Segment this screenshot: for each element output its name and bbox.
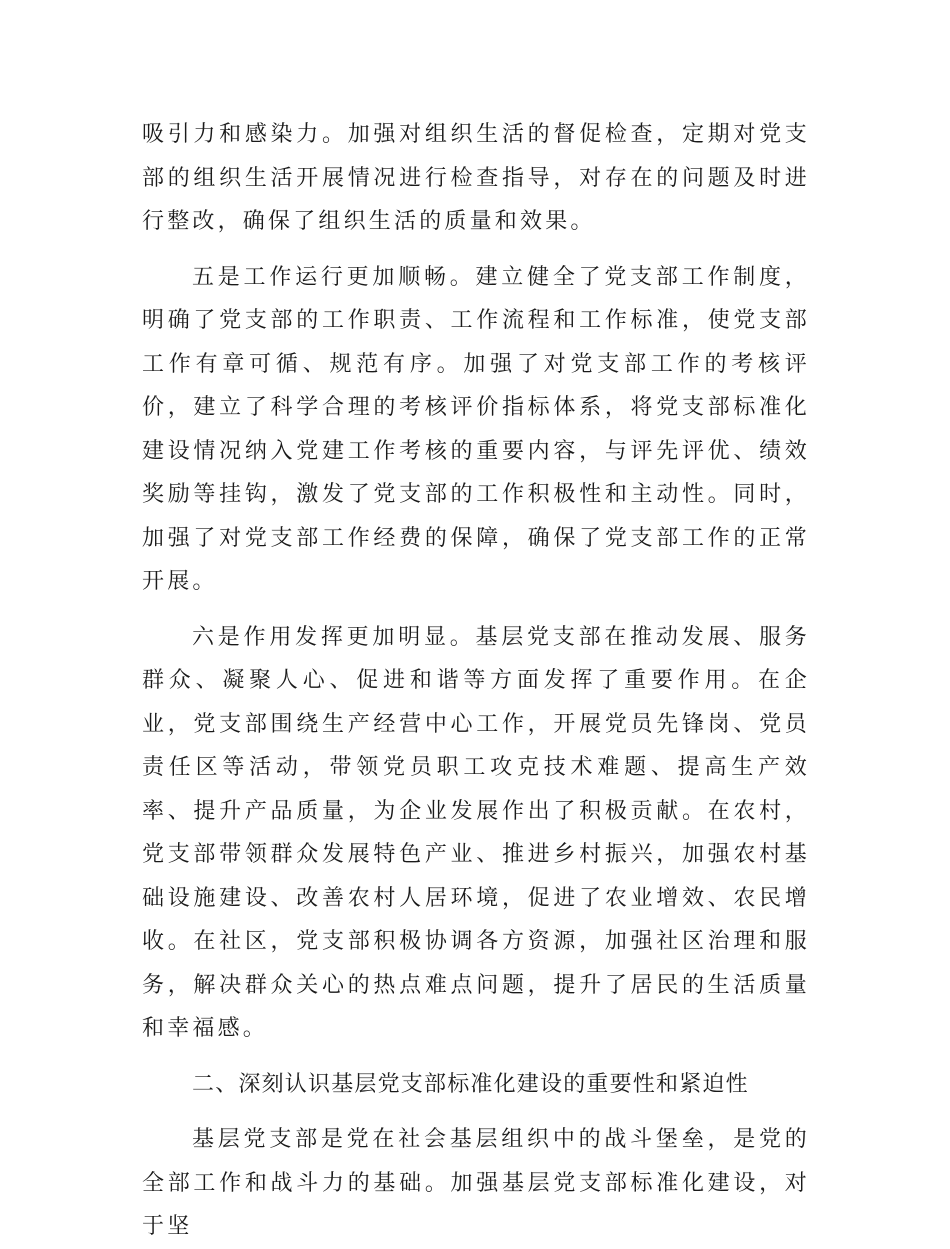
document-body — [142, 113, 810, 1249]
paragraph-work-operation: 五是工作运行更加顺畅。建立健全了党支部工作制度，明确了党支部的工作职责、工作流程和工作标准，使党支部工作有章可循、规范有序。加强了对党支部工作的考核评价，建立了科学合理的考核评价指标体系，将党支部标准化建设情况纳入党建工作考核的重要内容，与评先评优、绩效奖励等挂钩，激发了党支部的工作积极性和主动性。同时，加强了对党支部工作经费的保障，确保了党支部工作的正常开展。 — [142, 264, 810, 594]
paragraph-continuation: 吸引力和感染力。加强对组织生活的督促检查，定期对党支部的组织生活开展情况进行检查指导，对存在的问题及时进行整改，确保了组织生活的质量和效果。 — [142, 122, 810, 234]
section-heading: 二、深刻认识基层党支部标准化建设的重要性和紧迫性 — [192, 1071, 749, 1097]
paragraph-importance: 基层党支部是党在社会基层组织中的战斗堡垒，是党的全部工作和战斗力的基础。加强基层党支部标准化建设，对于坚 — [142, 1127, 810, 1239]
paragraph-role-play: 六是作用发挥更加明显。基层党支部在推动发展、服务群众、凝聚人心、促进和谐等方面发挥了重要作用。在企业，党支部围绕生产经营中心工作，开展党员先锋岗、党员责任区等活动，带领党员职工攻克技术难题、提高生产效率、提升产品质量，为企业发展作出了积极贡献。在农村，党支部带领群众发展特色产业、推进乡村振兴，加强农村基础设施建设、改善农村人居环境，促进了农业增效、农民增收。在社区，党支部积极协调各方资源，加强社区治理和服务，解决群众关心的热点难点问题，提升了居民的生活质量和幸福感。 — [142, 624, 810, 1041]
